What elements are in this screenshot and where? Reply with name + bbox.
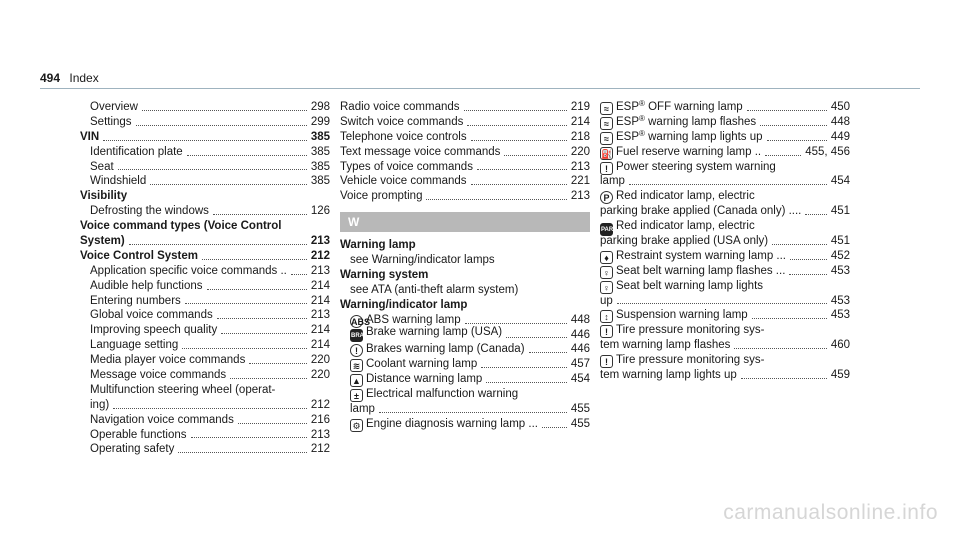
leader-dots [760, 125, 827, 126]
page-reference: 220 [570, 145, 590, 158]
warning-lamp-icon: ↕ [600, 310, 613, 323]
index-entry [80, 249, 330, 264]
entry-text: Warning lamp [340, 239, 416, 252]
page-reference: 448 [830, 115, 850, 128]
page-reference: 214 [310, 279, 330, 292]
leader-dots [790, 259, 827, 260]
index-entry [80, 368, 330, 383]
entry-text: BRAKEBrake warning lamp (USA) [350, 325, 502, 342]
index-entry [340, 402, 590, 417]
entry-text: Improving speech quality [90, 324, 218, 337]
section-heading-w: W [340, 212, 590, 232]
entry-text: VIN [80, 130, 100, 143]
page-reference: 457 [570, 358, 590, 371]
leader-dots [772, 244, 827, 245]
index-entry [80, 189, 330, 204]
index-entry [340, 372, 590, 387]
index-entry [80, 264, 330, 279]
index-entry [80, 100, 330, 115]
leader-dots [741, 378, 827, 379]
index-entry [80, 442, 330, 457]
warning-lamp-icon: ♀ [600, 266, 613, 279]
leader-dots [529, 352, 567, 353]
warning-lamp-icon: PARK [600, 223, 613, 236]
leader-dots [477, 169, 567, 170]
page-reference: 446 [570, 343, 590, 356]
index-entry [340, 160, 590, 175]
leader-dots [202, 259, 307, 260]
leader-dots [150, 184, 307, 185]
index-entry [80, 323, 330, 338]
page-reference: 212 [310, 249, 330, 262]
leader-dots [504, 155, 566, 156]
leader-dots [752, 318, 827, 319]
index-entry [80, 234, 330, 249]
index-entry [80, 413, 330, 428]
leader-dots [481, 367, 567, 368]
page-reference: 452 [830, 249, 850, 262]
entry-text: Telephone voice controls [340, 130, 467, 143]
entry-text: lamp [600, 175, 625, 188]
warning-lamp-icon: BRAKE [350, 329, 363, 342]
page-reference: 216 [310, 413, 330, 426]
entry-text: ! Tire pressure monitoring sys- [600, 354, 764, 366]
leader-dots [185, 303, 307, 304]
page-reference: 212 [310, 398, 330, 411]
page-reference: 460 [830, 339, 850, 352]
page-reference: 298 [310, 100, 330, 113]
leader-dots [291, 274, 307, 275]
warning-lamp-icon: ♦ [600, 251, 613, 264]
index-entry [600, 353, 850, 368]
entry-text: Windshield [90, 175, 147, 188]
leader-dots [765, 155, 801, 156]
index-entry [80, 383, 330, 398]
index-entry [80, 308, 330, 323]
warning-lamp-icon: ≋ [350, 359, 363, 372]
entry-text: lamp [350, 403, 375, 416]
index-entry [600, 338, 850, 353]
page-number: 494 [40, 71, 61, 85]
index-entry [80, 130, 330, 145]
entry-text: System) [80, 235, 125, 247]
page-reference: 449 [830, 130, 850, 143]
index-entry [600, 308, 850, 323]
entry-text: Operating safety [90, 443, 175, 456]
entry-text: ♀ Seat belt warning lamp lights [600, 280, 763, 292]
leader-dots [486, 382, 566, 383]
entry-text: up [600, 294, 613, 307]
warning-lamp-icon: ! [600, 162, 613, 175]
page-reference: 451 [830, 235, 850, 247]
page-reference: 213 [570, 160, 590, 173]
entry-text: ! Power steering system warning [600, 161, 776, 173]
leader-dots [734, 348, 826, 349]
leader-dots [467, 125, 566, 126]
entry-text: Message voice commands [90, 369, 227, 382]
leader-dots [230, 378, 307, 379]
entry-text: Audible help functions [90, 279, 203, 292]
page-reference: 214 [570, 115, 590, 128]
entry-text: Entering numbers [90, 294, 181, 307]
leader-dots [464, 110, 567, 111]
entry-text: Global voice commands [90, 309, 213, 322]
page-reference: 220 [310, 369, 330, 382]
entry-text: Language setting [90, 339, 179, 352]
index-column-1 [80, 100, 330, 457]
warning-lamp-icon: ! [600, 325, 613, 338]
entry-text: ♦ Restraint system warning lamp ... [600, 249, 786, 264]
index-entry [600, 234, 850, 249]
page-header [40, 71, 99, 85]
page-reference: 455 [570, 417, 590, 430]
index-entry [340, 145, 590, 160]
entry-text: see Warning/indicator lamps [350, 254, 495, 267]
header-divider [40, 88, 920, 89]
index-entry [80, 115, 330, 130]
page-reference: 212 [310, 443, 330, 456]
index-entry [600, 145, 850, 160]
warning-lamp-icon: ▲ [350, 374, 363, 387]
page-reference: 385 [310, 130, 330, 143]
page-reference: 453 [830, 264, 850, 277]
leader-dots [178, 452, 306, 453]
index-entry [340, 283, 590, 298]
entry-text: Navigation voice commands [90, 413, 234, 426]
entry-text: Visibility [80, 190, 128, 203]
index-entry [340, 130, 590, 145]
index-entry [340, 298, 590, 313]
entry-text: Text message voice commands [340, 145, 501, 158]
warning-lamp-icon: ≈ [600, 102, 613, 115]
entry-text: ± Electrical malfunction warning [350, 388, 518, 400]
index-entry [600, 323, 850, 338]
page-reference: 455 [570, 403, 590, 416]
page-reference: 448 [570, 313, 590, 326]
leader-dots [136, 125, 307, 126]
warning-lamp-icon: ⚙ [350, 419, 363, 432]
page-reference: 446 [570, 328, 590, 341]
index-entry [80, 294, 330, 309]
entry-text: ≈ ESP® warning lamp lights up [600, 127, 763, 145]
entry-text: Switch voice commands [340, 115, 464, 128]
leader-dots [471, 140, 567, 141]
entry-text: ♀ Seat belt warning lamp flashes ... [600, 264, 785, 279]
entry-text: ↕ Suspension warning lamp [600, 308, 748, 323]
page-reference: 385 [310, 175, 330, 188]
index-entry [80, 204, 330, 219]
leader-dots [118, 169, 307, 170]
index-entry [340, 268, 590, 283]
page-reference: 454 [570, 373, 590, 386]
page-reference: 219 [570, 100, 590, 113]
warning-lamp-icon: ⛽ [601, 148, 613, 159]
leader-dots [238, 423, 307, 424]
page-reference: 214 [310, 324, 330, 337]
entry-text: P Red indicator lamp, electric [600, 190, 755, 202]
entry-text: see ATA (anti-theft alarm system) [350, 283, 519, 296]
entry-text: PARKRed indicator lamp, electric [600, 220, 755, 232]
entry-text: ≈ ESP® OFF warning lamp [600, 97, 743, 115]
page-reference: 213 [570, 190, 590, 203]
entry-text: Multifunction steering wheel (operat- [90, 383, 276, 396]
page-reference: 126 [310, 205, 330, 218]
index-entry [340, 189, 590, 204]
entry-text: ⚙ Engine diagnosis warning lamp ... [350, 417, 538, 432]
index-entry [80, 338, 330, 353]
entry-text: tem warning lamp flashes [600, 339, 731, 352]
warning-lamp-icon: ≈ [600, 117, 613, 130]
leader-dots [249, 363, 306, 364]
entry-text: Identification plate [90, 145, 183, 158]
entry-text: Types of voice commands [340, 160, 473, 173]
page-reference: 214 [310, 294, 330, 307]
watermark: carmanualsonline.info [723, 501, 938, 524]
leader-dots [789, 274, 826, 275]
index-entry [340, 100, 590, 115]
index-entry [340, 115, 590, 130]
index-entry [80, 353, 330, 368]
entry-text: Voice prompting [340, 190, 423, 203]
entry-text: tem warning lamp lights up [600, 369, 737, 382]
entry-text: Operable functions [90, 428, 187, 441]
entry-text: Voice command types (Voice Control [80, 220, 282, 233]
entry-text: Vehicle voice commands [340, 175, 467, 188]
leader-dots [379, 412, 567, 413]
page-reference: 453 [830, 294, 850, 307]
page-reference: 455, 456 [805, 145, 850, 158]
entry-text: ▲ Distance warning lamp [350, 372, 482, 387]
index-entry [340, 387, 590, 402]
page-reference: 221 [570, 175, 590, 188]
entry-text: ! Brakes warning lamp (Canada) [350, 342, 525, 357]
index-entry [340, 357, 590, 372]
entry-text: Warning system [340, 269, 429, 282]
page-reference: 459 [830, 369, 850, 382]
index-entry [340, 417, 590, 432]
index-column-3 [600, 100, 850, 383]
index-entry [80, 398, 330, 413]
leader-dots [217, 318, 307, 319]
index-entry [600, 160, 850, 175]
index-entry [600, 130, 850, 145]
index-entry [340, 328, 590, 343]
leader-dots [187, 155, 307, 156]
index-entry [600, 294, 850, 309]
entry-text: Settings [90, 115, 132, 128]
entry-text: ing) [90, 398, 110, 411]
index-entry [80, 279, 330, 294]
leader-dots [617, 303, 827, 304]
index-entry [600, 189, 850, 204]
warning-lamp-icon: ABS [351, 316, 371, 327]
index-entry [340, 342, 590, 357]
page-reference: 214 [310, 339, 330, 352]
warning-lamp-icon: ≈ [600, 132, 613, 145]
index-entry [80, 145, 330, 160]
entry-text: Media player voice commands [90, 354, 246, 367]
entry-text: parking brake applied (Canada only) .... [600, 205, 802, 218]
page-reference: 218 [570, 130, 590, 143]
entry-text: Application specific voice commands .. [90, 264, 287, 277]
entry-text: ABSABS warning lamp [351, 313, 461, 327]
leader-dots [542, 427, 567, 428]
page-reference: 451 [830, 205, 850, 218]
index-entry [600, 249, 850, 264]
entry-text: Radio voice commands [340, 100, 460, 113]
entry-text: Seat [90, 160, 114, 173]
index-entry [600, 368, 850, 383]
entry-text: Voice Control System [80, 249, 199, 262]
entry-text: ≈ ESP® warning lamp flashes [600, 112, 756, 130]
entry-text: ! Tire pressure monitoring sys- [600, 324, 764, 336]
page-reference: 454 [830, 175, 850, 188]
leader-dots [213, 214, 307, 215]
page-reference: 385 [310, 160, 330, 173]
index-column-2 [340, 100, 590, 432]
index-entry [340, 174, 590, 189]
leader-dots [805, 214, 826, 215]
index-entry [80, 428, 330, 443]
leader-dots [182, 348, 307, 349]
index-entry [600, 204, 850, 219]
index-entry [600, 279, 850, 294]
entry-text: Overview [90, 100, 138, 113]
leader-dots [465, 323, 567, 324]
page-reference: 385 [310, 145, 330, 158]
index-entry [80, 219, 330, 234]
leader-dots [113, 408, 307, 409]
index-entry [600, 174, 850, 189]
page-reference: 213 [310, 309, 330, 322]
warning-lamp-icon: ± [350, 389, 363, 402]
entry-text: Defrosting the windows [90, 205, 209, 218]
page-reference: 213 [310, 235, 330, 247]
leader-dots [207, 289, 307, 290]
leader-dots [191, 437, 307, 438]
page-reference: 453 [830, 309, 850, 322]
leader-dots [221, 333, 307, 334]
entry-text: Warning/indicator lamp [340, 298, 468, 311]
leader-dots [506, 337, 567, 338]
leader-dots [426, 199, 566, 200]
page-reference: 213 [310, 428, 330, 441]
leader-dots [142, 110, 307, 111]
page-reference: 450 [830, 100, 850, 113]
page-reference: 299 [310, 115, 330, 128]
leader-dots [103, 140, 307, 141]
index-entry [600, 264, 850, 279]
entry-text: ≋ Coolant warning lamp [350, 357, 477, 372]
warning-lamp-icon: ! [350, 344, 363, 357]
page-reference: 213 [310, 264, 330, 277]
entry-text: ⛽ Fuel reserve warning lamp .. [601, 145, 762, 159]
warning-lamp-icon: ! [600, 355, 613, 368]
index-entry [340, 253, 590, 268]
index-entry [600, 219, 850, 234]
page-title: Index [69, 71, 99, 85]
entry-text: parking brake applied (USA only) [600, 235, 769, 247]
index-entry [80, 174, 330, 189]
leader-dots [747, 110, 827, 111]
leader-dots [767, 140, 827, 141]
leader-dots [129, 244, 307, 245]
warning-lamp-icon: P [600, 191, 613, 204]
leader-dots [471, 184, 567, 185]
leader-dots [629, 184, 827, 185]
index-entry [80, 160, 330, 175]
warning-lamp-icon: ♀ [600, 281, 613, 294]
page-reference: 220 [310, 354, 330, 367]
index-entry [340, 238, 590, 253]
